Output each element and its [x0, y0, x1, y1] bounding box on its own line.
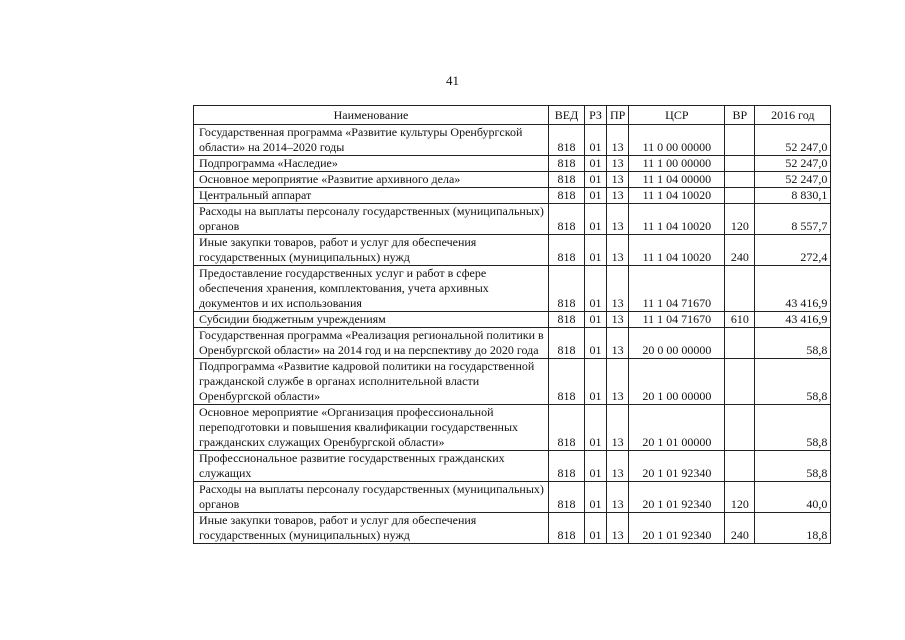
- cell-name: Иные закупки товаров, работ и услуг для обеспечения государственных (муниципальных) нужд: [194, 513, 549, 544]
- cell-amount: 58,8: [755, 405, 831, 451]
- cell-name: Государственная программа «Развитие культуры Оренбургской области» на 2014–2020 годы: [194, 125, 549, 156]
- cell-vr: [725, 328, 755, 359]
- cell-ved: 818: [549, 513, 585, 544]
- cell-amount: 58,8: [755, 451, 831, 482]
- table-row: [194, 451, 831, 482]
- cell-vr: [725, 172, 755, 188]
- cell-pr: 13: [607, 513, 629, 544]
- cell-vr: 240: [725, 513, 755, 544]
- table-row: [194, 312, 831, 328]
- table-header-row: [194, 106, 831, 125]
- column-header-csr: ЦСР: [629, 106, 725, 125]
- cell-vr: [725, 359, 755, 405]
- cell-rz: 01: [585, 266, 607, 312]
- cell-csr: 11 1 04 10020: [629, 188, 725, 204]
- cell-vr: [725, 451, 755, 482]
- cell-rz: 01: [585, 204, 607, 235]
- cell-amount: 52 247,0: [755, 125, 831, 156]
- cell-vr: 120: [725, 482, 755, 513]
- cell-rz: 01: [585, 405, 607, 451]
- cell-rz: 01: [585, 482, 607, 513]
- cell-csr: 20 1 00 00000: [629, 359, 725, 405]
- column-header-vr: ВР: [725, 106, 755, 125]
- cell-ved: 818: [549, 188, 585, 204]
- page-number: 41: [446, 73, 459, 88]
- cell-amount: 52 247,0: [755, 172, 831, 188]
- cell-name: Основное мероприятие «Организация профессиональной переподготовки и повышения квалификации государственных гражданских служащих Оренбургской области»: [194, 405, 549, 451]
- cell-vr: 240: [725, 235, 755, 266]
- cell-amount: 18,8: [755, 513, 831, 544]
- cell-name: Расходы на выплаты персоналу государственных (муниципальных) органов: [194, 204, 549, 235]
- cell-pr: 13: [607, 451, 629, 482]
- column-header-rz: РЗ: [585, 106, 607, 125]
- cell-vr: 120: [725, 204, 755, 235]
- cell-ved: 818: [549, 482, 585, 513]
- table-row: [194, 172, 831, 188]
- cell-pr: 13: [607, 312, 629, 328]
- cell-ved: 818: [549, 125, 585, 156]
- cell-rz: 01: [585, 451, 607, 482]
- cell-ved: 818: [549, 312, 585, 328]
- cell-amount: 43 416,9: [755, 266, 831, 312]
- cell-ved: 818: [549, 451, 585, 482]
- cell-ved: 818: [549, 235, 585, 266]
- cell-amount: 8 830,1: [755, 188, 831, 204]
- cell-name: Профессиональное развитие государственных гражданских служащих: [194, 451, 549, 482]
- table-row: [194, 235, 831, 266]
- cell-ved: 818: [549, 266, 585, 312]
- cell-rz: 01: [585, 328, 607, 359]
- cell-vr: [725, 405, 755, 451]
- table-row: [194, 328, 831, 359]
- cell-name: Центральный аппарат: [194, 188, 549, 204]
- cell-ved: 818: [549, 328, 585, 359]
- table-row: [194, 359, 831, 405]
- cell-vr: 610: [725, 312, 755, 328]
- cell-name: Государственная программа «Реализация региональной политики в Оренбургской области» на 2014 год и на перспективу до 2020 года: [194, 328, 549, 359]
- cell-ved: 818: [549, 405, 585, 451]
- cell-ved: 818: [549, 204, 585, 235]
- table-row: [194, 204, 831, 235]
- cell-rz: 01: [585, 172, 607, 188]
- cell-pr: 13: [607, 235, 629, 266]
- cell-amount: 58,8: [755, 359, 831, 405]
- table-row: [194, 482, 831, 513]
- cell-pr: 13: [607, 172, 629, 188]
- cell-csr: 11 0 00 00000: [629, 125, 725, 156]
- cell-name: Иные закупки товаров, работ и услуг для обеспечения государственных (муниципальных) нужд: [194, 235, 549, 266]
- cell-amount: 40,0: [755, 482, 831, 513]
- table-row: [194, 266, 831, 312]
- cell-csr: 11 1 00 00000: [629, 156, 725, 172]
- table-row: [194, 156, 831, 172]
- column-header-2016: 2016 год: [755, 106, 831, 125]
- budget-table: [193, 105, 831, 544]
- column-header-pr: ПР: [607, 106, 629, 125]
- cell-amount: 58,8: [755, 328, 831, 359]
- cell-ved: 818: [549, 172, 585, 188]
- table-row: [194, 125, 831, 156]
- cell-name: Субсидии бюджетным учреждениям: [194, 312, 549, 328]
- cell-pr: 13: [607, 204, 629, 235]
- cell-csr: 11 1 04 10020: [629, 204, 725, 235]
- table-row: [194, 405, 831, 451]
- cell-amount: 52 247,0: [755, 156, 831, 172]
- cell-pr: 13: [607, 405, 629, 451]
- cell-csr: 11 1 04 71670: [629, 266, 725, 312]
- cell-rz: 01: [585, 513, 607, 544]
- cell-vr: [725, 156, 755, 172]
- cell-rz: 01: [585, 125, 607, 156]
- cell-vr: [725, 125, 755, 156]
- cell-csr: 11 1 04 10020: [629, 235, 725, 266]
- cell-rz: 01: [585, 359, 607, 405]
- cell-csr: 20 1 01 92340: [629, 513, 725, 544]
- cell-name: Расходы на выплаты персоналу государственных (муниципальных) органов: [194, 482, 549, 513]
- cell-pr: 13: [607, 359, 629, 405]
- cell-name: Подпрограмма «Развитие кадровой политики на государственной гражданской службе в органах исполнительной власти Оренбургской области»: [194, 359, 549, 405]
- cell-name: Предоставление государственных услуг и работ в сфере обеспечения хранения, комплектования, учета архивных документов и их использования: [194, 266, 549, 312]
- cell-pr: 13: [607, 328, 629, 359]
- cell-pr: 13: [607, 188, 629, 204]
- cell-csr: 20 1 01 00000: [629, 405, 725, 451]
- cell-rz: 01: [585, 235, 607, 266]
- cell-pr: 13: [607, 156, 629, 172]
- cell-csr: 11 1 04 71670: [629, 312, 725, 328]
- cell-amount: 8 557,7: [755, 204, 831, 235]
- cell-csr: 20 1 01 92340: [629, 482, 725, 513]
- table-row: [194, 188, 831, 204]
- cell-vr: [725, 188, 755, 204]
- cell-rz: 01: [585, 156, 607, 172]
- cell-pr: 13: [607, 482, 629, 513]
- cell-name: Основное мероприятие «Развитие архивного дела»: [194, 172, 549, 188]
- cell-csr: 20 1 01 92340: [629, 451, 725, 482]
- column-header-ved: ВЕД: [549, 106, 585, 125]
- cell-name: Подпрограмма «Наследие»: [194, 156, 549, 172]
- cell-ved: 818: [549, 359, 585, 405]
- cell-ved: 818: [549, 156, 585, 172]
- table-body: [194, 125, 831, 544]
- cell-amount: 43 416,9: [755, 312, 831, 328]
- cell-rz: 01: [585, 312, 607, 328]
- table-row: [194, 513, 831, 544]
- cell-pr: 13: [607, 266, 629, 312]
- cell-rz: 01: [585, 188, 607, 204]
- cell-csr: 11 1 04 00000: [629, 172, 725, 188]
- cell-vr: [725, 266, 755, 312]
- cell-amount: 272,4: [755, 235, 831, 266]
- column-header-name: Наименование: [194, 106, 549, 125]
- cell-csr: 20 0 00 00000: [629, 328, 725, 359]
- cell-pr: 13: [607, 125, 629, 156]
